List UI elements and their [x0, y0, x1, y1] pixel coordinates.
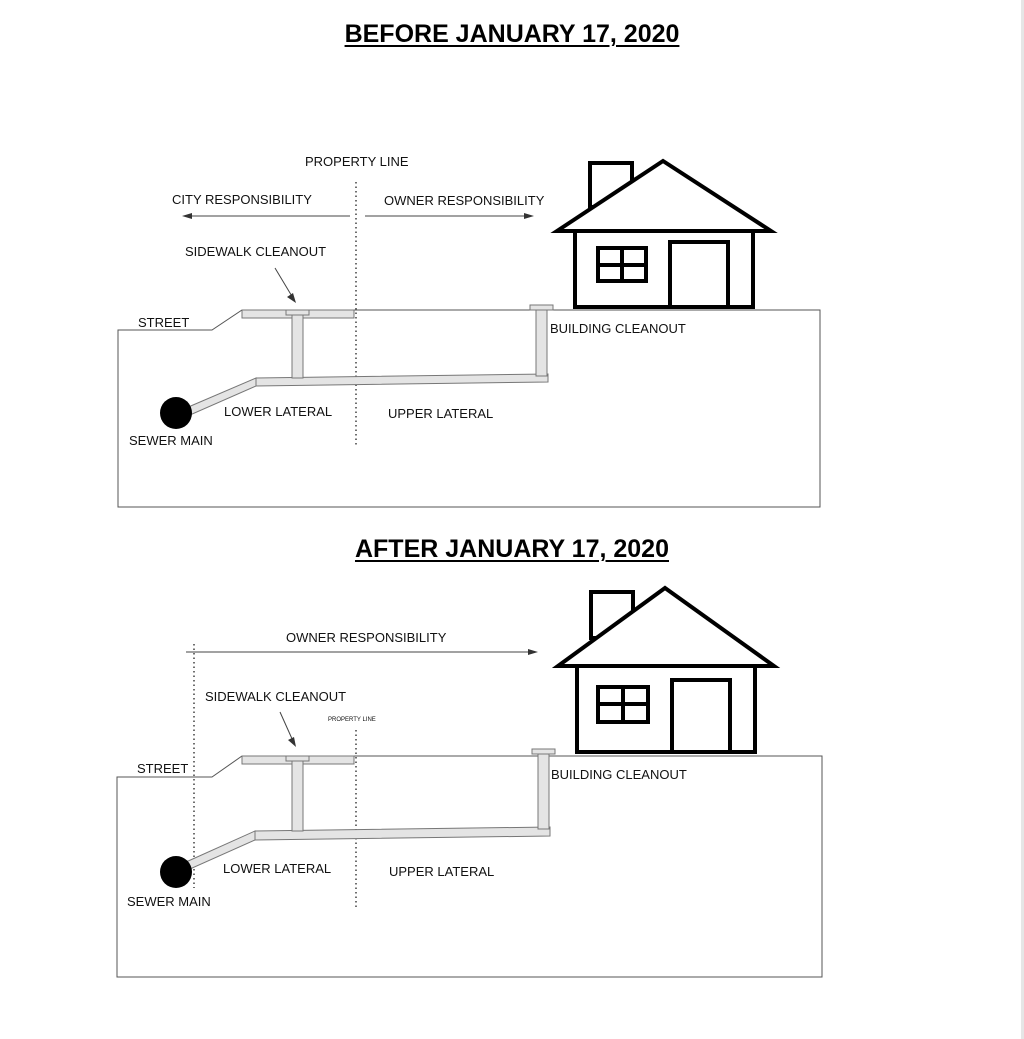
before-property-line-label: PROPERTY LINE: [305, 154, 409, 169]
after-sidewalk-cleanout-riser: [292, 761, 303, 831]
after-lower-lateral-label: LOWER LATERAL: [223, 861, 332, 876]
before-upper-lateral-label: UPPER LATERAL: [388, 406, 494, 421]
before-owner-arrowhead: [524, 213, 534, 219]
before-sidewalk-cleanout-cap: [286, 310, 309, 315]
after-building-cleanout-label: BUILDING CLEANOUT: [551, 767, 687, 782]
before-lower-lateral-label: LOWER LATERAL: [224, 404, 333, 419]
after-street-label: STREET: [137, 761, 189, 776]
after-house-icon: [558, 588, 774, 752]
after-property-line-label: PROPERTY LINE: [328, 717, 376, 723]
after-sewer-main-label: SEWER MAIN: [127, 894, 211, 909]
before-building-cleanout-riser: [536, 309, 547, 376]
after-sidewalk-cleanout-label: SIDEWALK CLEANOUT: [205, 689, 347, 704]
after-title-text: AFTER JANUARY 17, 2020: [354, 535, 669, 563]
after-upper-lateral-label: UPPER LATERAL: [389, 864, 495, 879]
before-building-cleanout-label: BUILDING CLEANOUT: [550, 321, 686, 336]
before-title-text: BEFORE JANUARY 17, 2020: [344, 20, 680, 48]
before-owner-responsibility-label: OWNER RESPONSIBILITY: [384, 193, 545, 208]
before-sidewalk-cleanout-riser: [292, 314, 303, 378]
before-sewer-main-label: SEWER MAIN: [129, 433, 213, 448]
after-sidewalk-cleanout-cap: [286, 756, 309, 761]
before-sidewalk-cleanout-label: SIDEWALK CLEANOUT: [185, 244, 327, 259]
before-house-icon: [557, 161, 771, 307]
before-cleanout-pointer: [275, 268, 293, 298]
after-diagram: [117, 588, 822, 977]
after-owner-arrowhead: [528, 649, 538, 655]
before-street-label: STREET: [138, 315, 190, 330]
before-city-responsibility-label: CITY RESPONSIBILITY: [172, 192, 312, 207]
before-cleanout-pointer-head: [287, 293, 296, 303]
before-sewer-main-icon: [160, 397, 192, 429]
before-building-cleanout-cap: [530, 305, 553, 310]
after-building-cleanout-cap: [532, 749, 555, 754]
after-cleanout-pointer: [280, 712, 293, 741]
before-diagram: [118, 154, 820, 507]
after-cleanout-pointer-head: [288, 737, 296, 747]
after-owner-responsibility-label: OWNER RESPONSIBILITY: [286, 630, 447, 645]
before-city-arrowhead: [182, 213, 192, 219]
after-building-cleanout-riser: [538, 753, 549, 829]
after-sewer-main-icon: [160, 856, 192, 888]
